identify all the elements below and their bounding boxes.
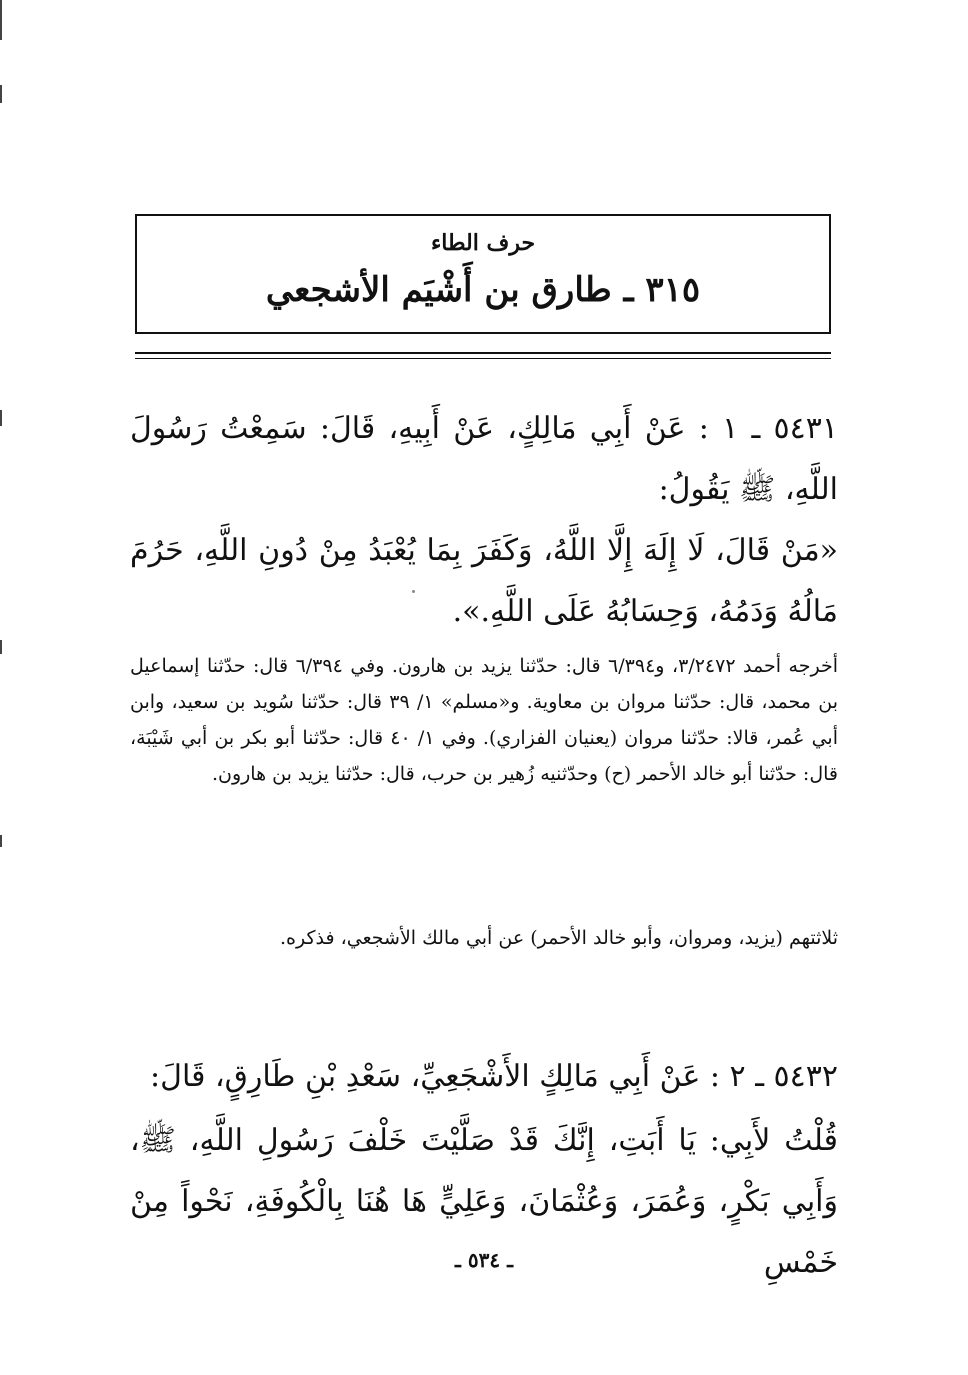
header-rule-top	[135, 352, 831, 354]
header-rule-bottom	[135, 358, 831, 359]
chapter-title-box	[135, 214, 831, 334]
chapter-heading: حرف الطاء	[430, 230, 536, 256]
hadith-1-isnad: ٥٤٣١ ـ ١ : عَنْ أَبِي مَالِكٍ، عَنْ أَبِيهِ، قَالَ: سَمِعْتُ رَسُولَ اللَّهِ، ﷺ يَقُولُ:	[130, 411, 838, 507]
page-number: ـ ٥٣٤ ـ	[455, 1248, 513, 1272]
hadith-1-matn: «مَنْ قَالَ، لَا إِلَهَ إِلَّا اللَّهُ، وَكَفَرَ بِمَا يُعْبَدُ مِنْ دُونِ اللَّهِ، حَرُمَ مَالُهُ وَدَمُهُ، وَحِسَابُهُ عَلَى اللَّهِ.».	[130, 533, 838, 629]
hadith-2-matn: قُلْتُ لأَبِي: يَا أَبَتِ، إِنَّكَ قَدْ صَلَّيْتَ خَلْفَ رَسُولِ اللَّهِ، ﷺ، وَأَبِي بَكْرٍ، وَعُمَرَ، وَعُثْمَانَ، وَعَلِيٍّ هَا هُنَا بِالْكُوفَةِ، نَحْواً مِنْ خَمْسِ	[130, 1123, 838, 1280]
entry-title: ٣١٥ ـ طارق بن أَشْيَم الأشجعي	[265, 270, 701, 310]
scan-edge-marks	[0, 0, 3, 1375]
speck	[412, 590, 415, 593]
hadith-2-isnad: ٥٤٣٢ ـ ٢ : عَنْ أَبِي مَالِكٍ الأَشْجَعِيِّ، سَعْدِ بْنِ طَارِقٍ، قَالَ:	[150, 1059, 838, 1094]
takhrij-paragraph: أخرجه أحمد ٣/٢٤٧٢، و٦/٣٩٤ قال: حدّثنا يزيد بن هارون. وفي ٦/٣٩٤ قال: حدّثنا إسماعيل بن محمد، قال: حدّثنا مروان بن معاوية. و«مسلم» ١/ ٣٩ قال: حدّثنا سُويد بن سعيد، وابن أبي عُمر، قالا: حدّثنا مروان (يعنيان الفزاري). وفي ١/ ٤٠ قال: حدّثنا أبو بكر بن أبي شَيْبَة، قال: حدّثنا أبو خالد الأحمر (ح) وحدّثنيه زُهير بن حرب، قال: حدّثنا يزيد بن هارون.	[130, 655, 838, 785]
takhrij-summary: ثلاثتهم (يزيد، ومروان، وأبو خالد الأحمر) عن أبي مالك الأشجعي، فذكره.	[280, 927, 838, 949]
